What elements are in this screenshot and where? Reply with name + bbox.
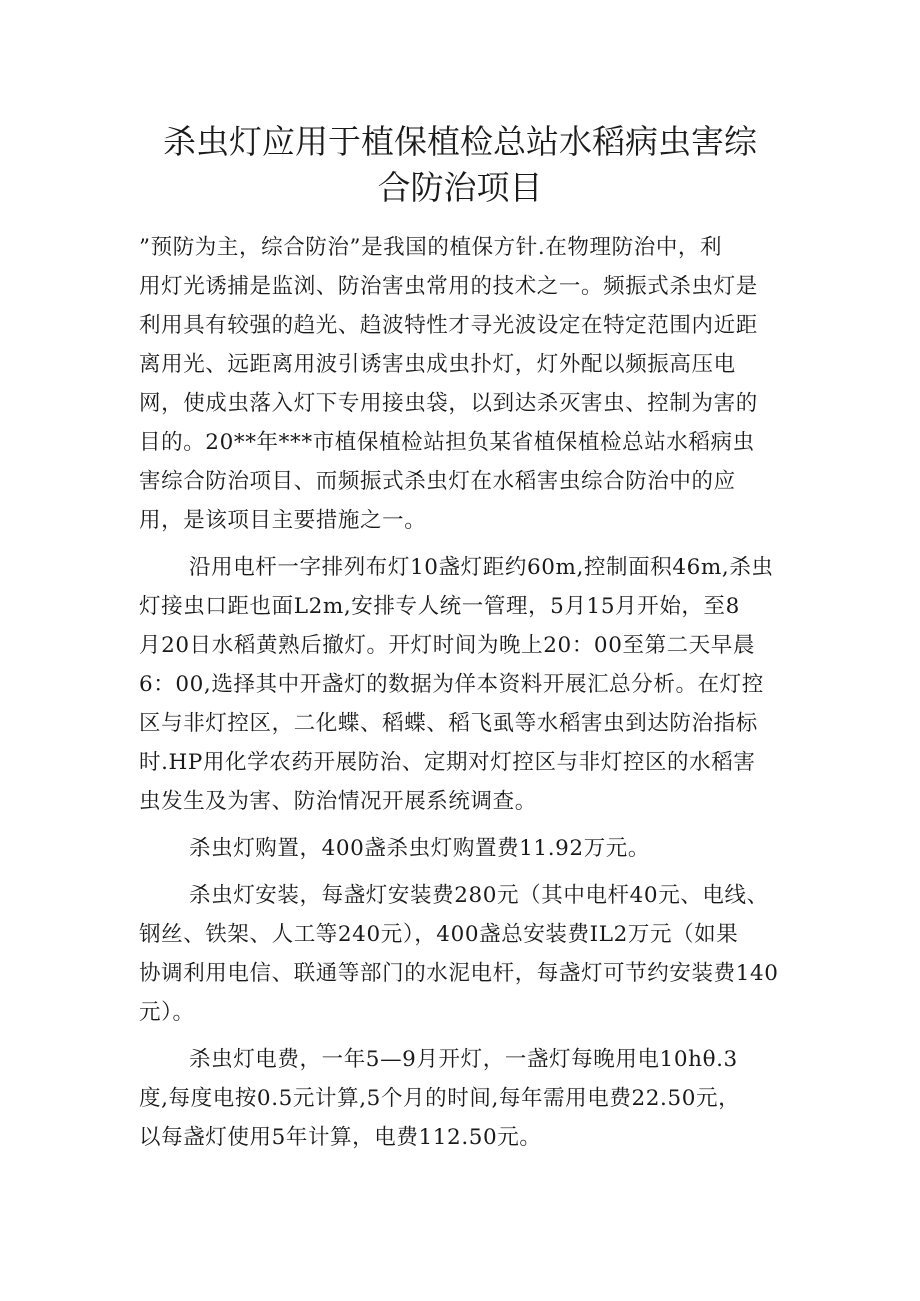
body-line: 钢丝、铁架、人工等240元），400盏总安装费IL2万元（如果: [139, 922, 739, 947]
body-line: 用灯光诱捕是监浏、防治害虫常用的技术之一。频振式杀虫灯是: [139, 274, 758, 299]
body-line: 害综合防治项目、而频振式杀虫灯在水稻害虫综合防治中的应: [139, 469, 736, 494]
document-title-line-1: 杀虫灯应用于植保植检总站水稻病虫害综: [163, 122, 757, 161]
body-line: 网，使成虫落入灯下专用接虫袋，以到达杀灭害虫、控制为害的: [139, 391, 758, 416]
body-line: 杀虫灯电费，一年5—9月开灯，一盏灯每晚用电10hθ.3: [189, 1047, 738, 1072]
body-line: 离用光、远距离用波引诱害虫成虫扑灯，灯外配以频振高压电: [139, 352, 736, 377]
body-line: 利用具有较强的趋光、趋波特性才寻光波设定在特定范围内近距: [139, 313, 758, 338]
body-line: 用，是该项目主要措施之一。: [139, 508, 427, 533]
body-line: 元）。: [139, 1000, 195, 1025]
body-line: 区与非灯控区，二化蝶、稻蝶、稻飞虱等水稻害虫到达防治指标: [139, 711, 758, 736]
body-line: ”预防为主，综合防治”是我国的植保方针.在物理防治中，利: [139, 235, 723, 260]
body-line: 度,每度电按0.5元计算,5个月的时间,每年需用电费22.50元，: [139, 1086, 741, 1111]
body-line: 杀虫灯安装，每盏灯安装费280元（其中电杆40元、电线、: [189, 883, 769, 908]
body-line: 时.HP用化学农药开展防治、定期对灯控区与非灯控区的水稻害: [139, 750, 756, 775]
body-line: 虫发生及为害、防治情况开展系统调查。: [139, 789, 537, 814]
body-line: 杀虫灯购置，400盏杀虫灯购置费11.92万元。: [189, 836, 650, 861]
document-title-line-2: 合防治项目: [377, 168, 543, 207]
body-line: 以每盏灯使用5年计算，电费112.50元。: [139, 1125, 542, 1150]
body-line: 目的。20**年***市植保植检站担负某省植保植检总站水稻病虫: [139, 430, 755, 455]
body-line: 月20日水稻黄熟后撤灯。开灯时间为晚上20：00至第二天早晨: [139, 633, 756, 658]
body-line: 6：00,选择其中开盏灯的数据为佯本资料开展汇总分析。在灯控: [139, 672, 764, 697]
body-line: 灯接虫口距也面L2m,安排专人统一管理，5月15月开始，至8: [139, 594, 740, 619]
body-line: 协调利用电信、联通等部门的水泥电杆，每盏灯可节约安装费140: [139, 961, 779, 986]
body-line: 沿用电杆一字排列布灯10盏灯距约60m,控制面积46m,杀虫: [189, 555, 774, 580]
